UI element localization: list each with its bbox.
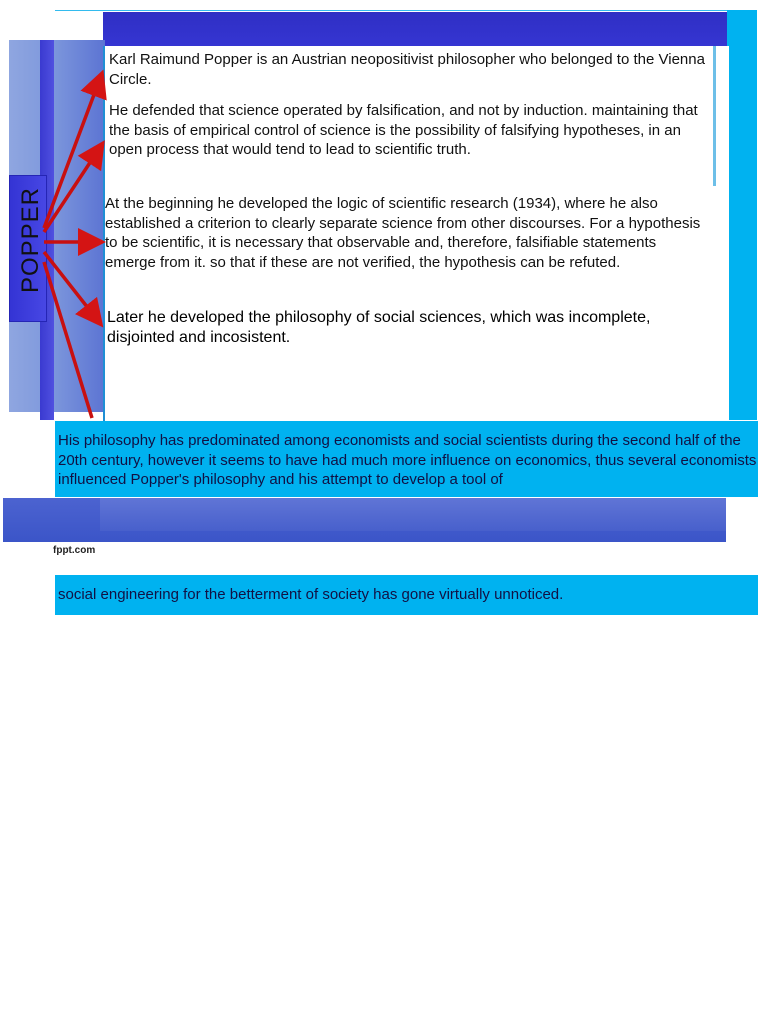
top-rule xyxy=(55,10,730,11)
card-right-edge xyxy=(713,46,716,186)
footer-shade xyxy=(100,498,726,531)
header-band xyxy=(103,12,727,46)
summary-text: His philosophy has predominated among economists and social scientists during the second half of the 20th century, however it seems to have had much more influence on economics, thus several economists influenced Popper's philosophy and his attempt to develop a tool of xyxy=(58,432,757,488)
paragraph-intro: Karl Raimund Popper is an Austrian neopositivist philosopher who belonged to the Vienna Circle. xyxy=(109,51,705,88)
footer-brand: fppt.com xyxy=(53,545,96,556)
popper-side-label: POPPER xyxy=(17,186,44,294)
continuation-text: social engineering for the betterment of society has gone virtually unnoticed. xyxy=(58,586,564,603)
paragraph-social-sciences: Later he developed the philosophy of social sciences, which was incomplete, disjointed and incosistent. xyxy=(107,309,651,346)
paragraph-logic-of-research: At the beginning he developed the logic of scientific research (1934), where he also established a criterion to clearly separate science from other discourses. For a hypothesis to be scientific, it is necessary that observable and, therefore, falsifiable statements emerge from it. so that if these are not verified, the hypothesis can be refuted. xyxy=(105,195,701,271)
right-accent-strip xyxy=(727,10,757,420)
paragraph-falsification: He defended that science operated by falsification, and not by induction. maintaining that the basis of empirical control of science is the possibility of falsifying hypotheses, in an open process that would tend to lead to scientific truth. xyxy=(109,102,698,158)
